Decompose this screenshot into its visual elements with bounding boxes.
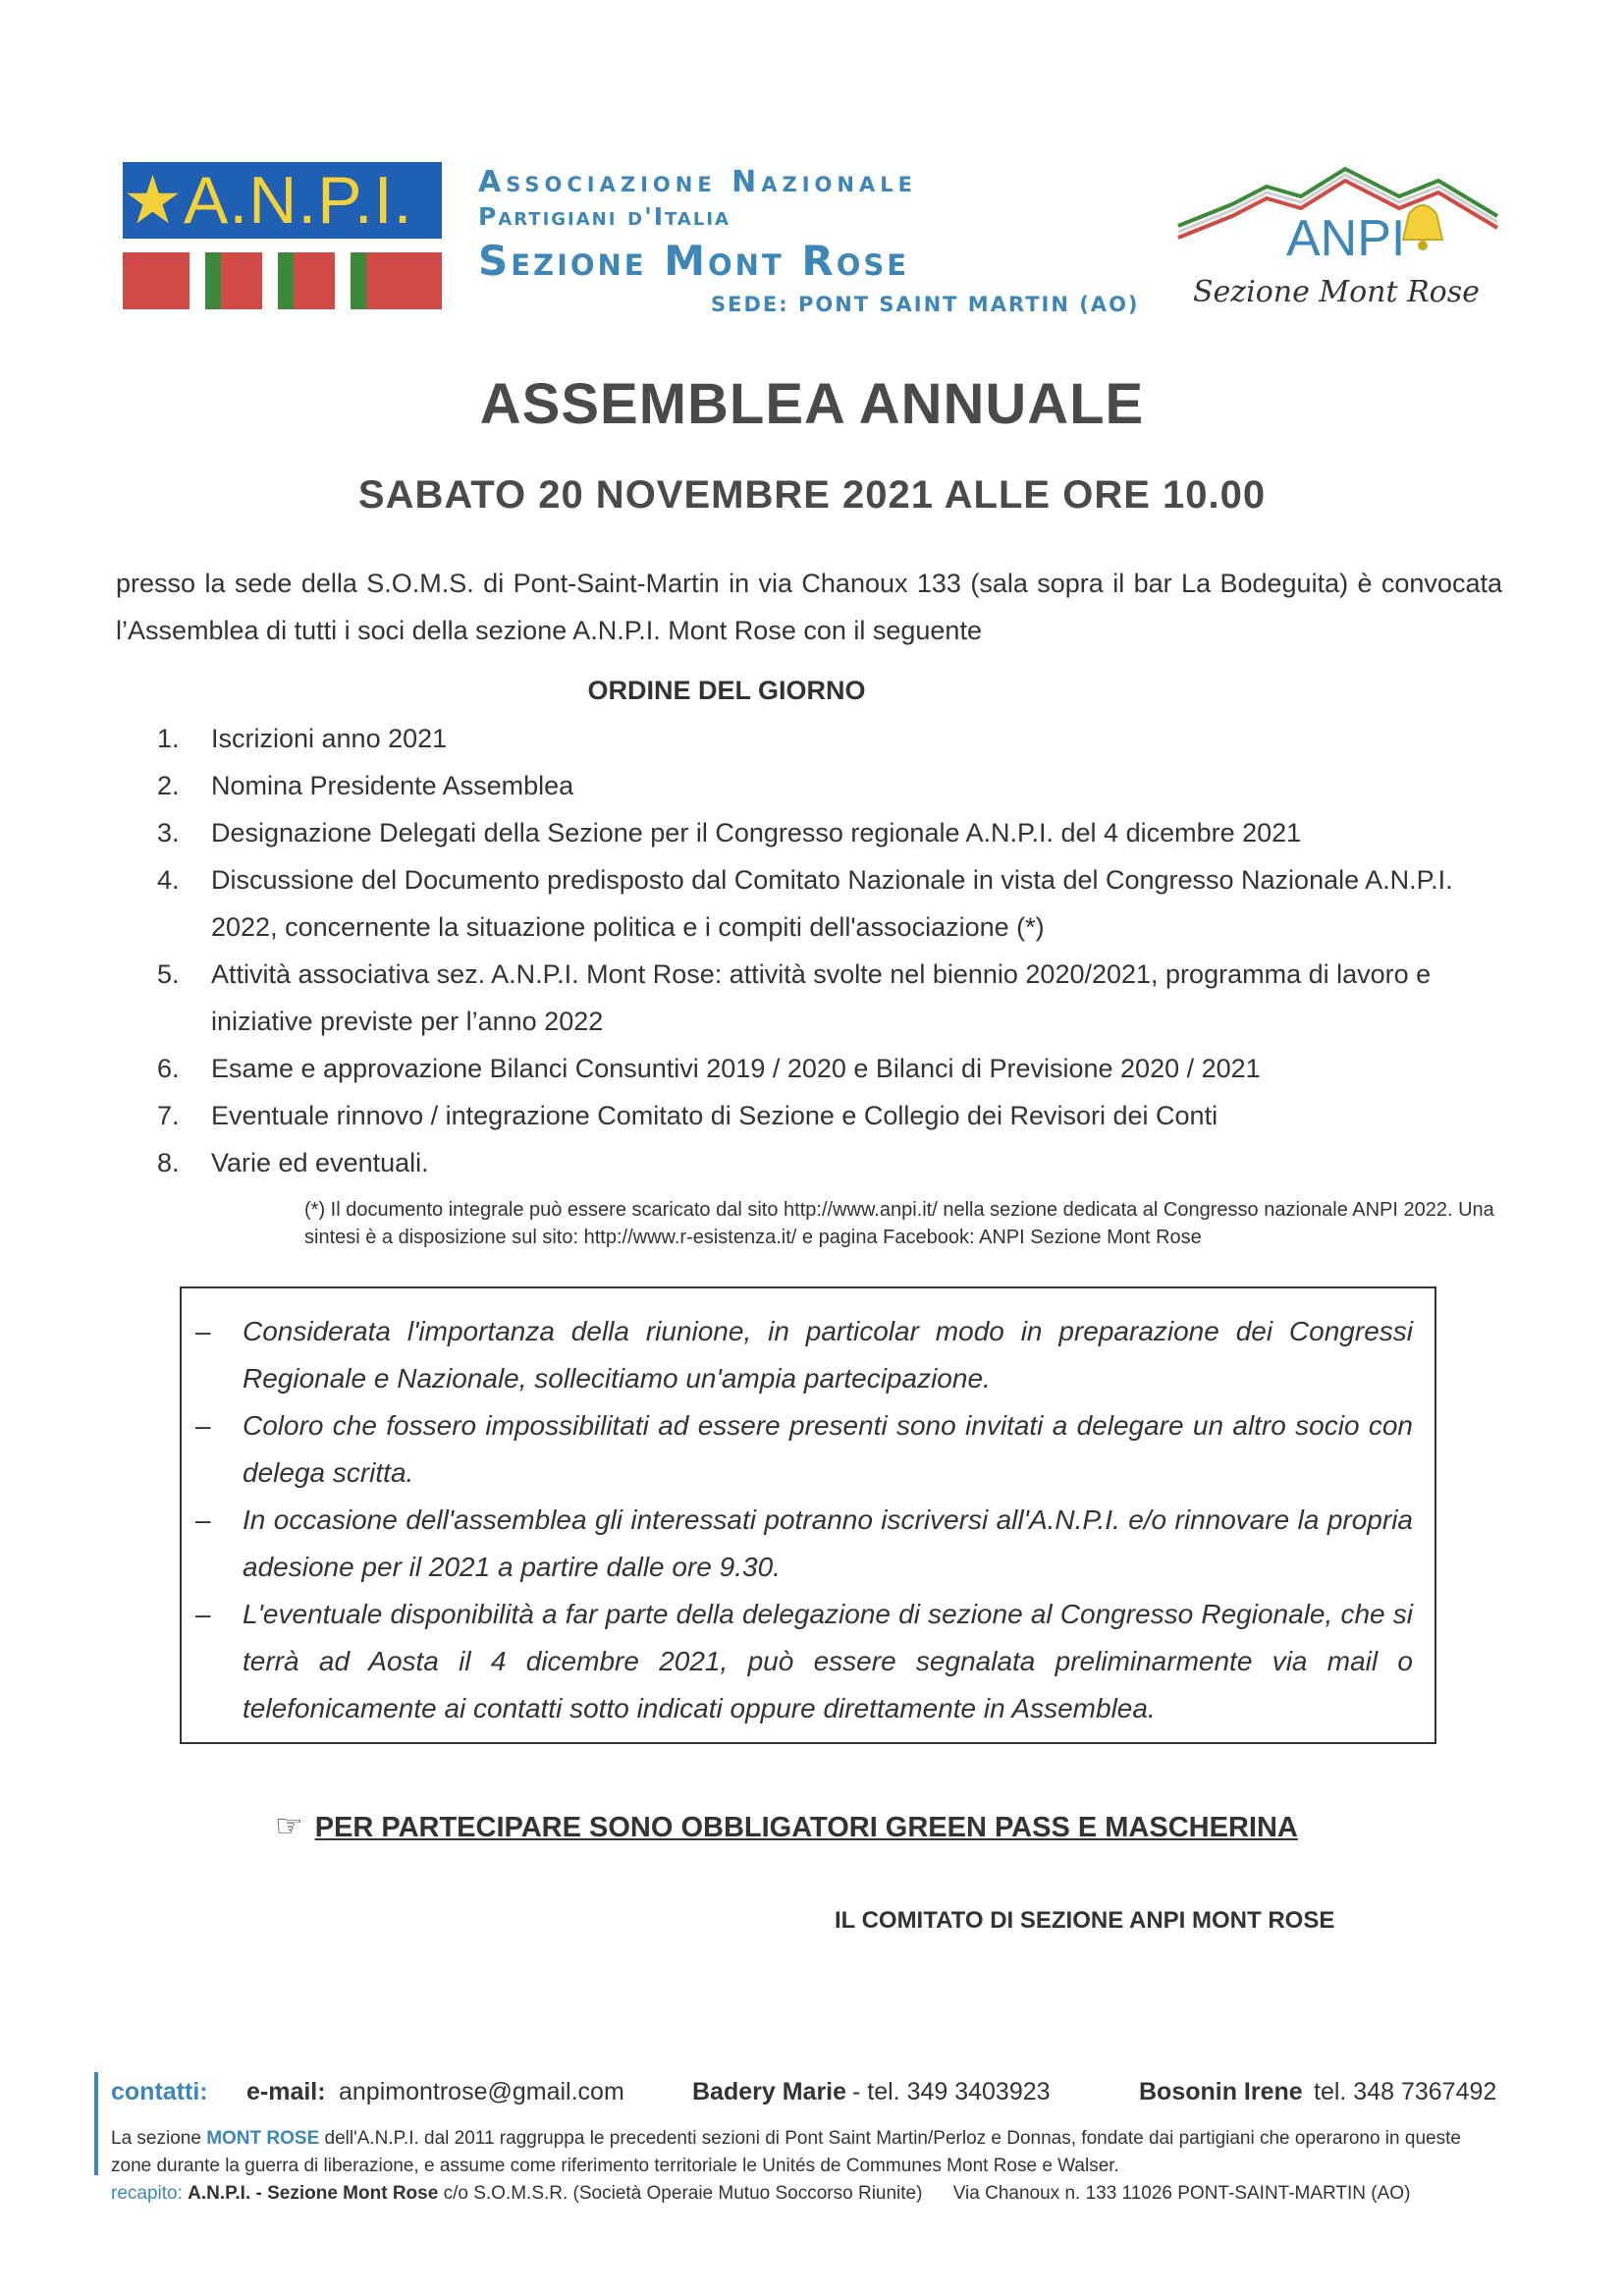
agenda-item: 7. Eventuale rinnovo / integrazione Comitato di Sezione e Collegio dei Revisori dei Conti: [157, 1101, 1218, 1130]
agenda-item: 1. Iscrizioni anno 2021: [157, 724, 448, 753]
footer-accent-rule: [94, 2072, 98, 2175]
note-item: – Coloro che fossero impossibilitati ad essere presenti sono invitati a delegare un altro socio con delega scritta.: [195, 1410, 1413, 1488]
mont-rose-logo: [1173, 157, 1507, 329]
notes-list: [182, 1308, 1429, 1732]
red-bar: [221, 252, 262, 309]
recapito-name: A.N.P.I. - Sezione Mont Rose: [188, 2183, 439, 2204]
note-item: – Considerata l'importanza della riunione, in particolar modo in preparazione dei Congressi Regionale e Nazionale, sollecitiamo un'ampia partecipazione.: [195, 1316, 1413, 1394]
contacts-row: [111, 2078, 1505, 2117]
note-item: – L'eventuale disponibilità a far parte della delegazione di sezione al Congresso Regionale, che si terrà ad Aosta il 4 dicembre 2021, può essere segnalata preliminarmente via mail o telefonicamente ai contatti sotto indicati oppure direttamente in Assemblea.: [195, 1599, 1413, 1723]
tricolor-bars: [123, 252, 442, 309]
agenda-list: [157, 715, 1502, 1186]
requirements-notice: [275, 1807, 1453, 1844]
anpi-logo-band: ★A.N.P.I.: [123, 162, 442, 239]
mountain-logo-icon: [1173, 157, 1507, 275]
contact2-phone: tel. 348 7367492: [1314, 2078, 1497, 2105]
recapito-address: Via Chanoux n. 133 11026 PONT-SAINT-MARTIN (AO): [952, 2183, 1411, 2204]
section-seat: SEDE: PONT SAINT MARTIN (AO): [711, 293, 1140, 316]
notice-text: PER PARTECIPARE SONO OBBLIGATORI GREEN PASS E MASCHERINA: [314, 1812, 1298, 1843]
contacts-label: contatti:: [111, 2078, 208, 2105]
agenda-heading: ORDINE DEL GIORNO: [587, 676, 866, 705]
contact1-name: Badery Marie: [692, 2078, 847, 2105]
green-bar: [351, 252, 366, 309]
footer-about: La sezione MONT ROSE dell'A.N.P.I. dal 2011 raggruppa le precedenti sezioni di Pont Saint Martin/Perloz e Donnas, fondate dai partigiani che operarono in queste zone durante la guerra di liberazione, e assume come riferimento territoriale le Unités de Communes Mont Rose e Walser. recapito: A.N.P.I. - Sezione Mont Rose c/o S.O.M.S.R. (Società Operaie Mutuo Soccorso Riunite) Via Chanoux n. 133 11026 PONT-SAINT-MARTIN (AO): [111, 2128, 1461, 2204]
pointing-hand-icon: ☞: [275, 1808, 303, 1843]
note-item: – In occasione dell'assemblea gli interessati potranno iscriversi all'A.N.P.I. e/o rinnovare la propria adesione per il 2021 a partire dalle ore 9.30.: [195, 1504, 1413, 1582]
organization-title: [478, 165, 1165, 320]
agenda-item: 4. Discussione del Documento predisposto dal Comitato Nazionale in vista del Congresso Nazionale A.N.P.I. 2022, concernente la situazione politica e i compiti dell'associazione (*): [157, 865, 1453, 942]
red-bar: [123, 252, 189, 309]
section-name-highlight: MONT ROSE: [206, 2128, 320, 2149]
page-title: ASSEMBLEA ANNUALE: [479, 372, 1145, 436]
red-bar: [294, 252, 335, 309]
anpi-acronym: ANPI: [1286, 210, 1406, 267]
email-link[interactable]: anpimontrose@gmail.com: [339, 2078, 624, 2105]
org-name-line1: Associazione Nazionale: [478, 165, 917, 199]
red-bar: [366, 252, 442, 309]
section-name: Sezione Mont Rose: [478, 237, 910, 285]
recapito-label: recapito:: [111, 2183, 183, 2204]
anpi-logo: [123, 162, 442, 309]
contact1-phone: - tel. 349 3403923: [852, 2078, 1051, 2105]
email-label: e-mail:: [246, 2078, 326, 2105]
event-date: SABATO 20 NOVEMBRE 2021 ALLE ORE 10.00: [357, 473, 1267, 517]
agenda-item: 3. Designazione Delegati della Sezione per il Congresso regionale A.N.P.I. del 4 dicembre 2021: [157, 818, 1302, 847]
notes-box: [180, 1286, 1436, 1744]
agenda-item: 2. Nomina Presidente Assemblea: [157, 771, 574, 800]
agenda-item: 6. Esame e approvazione Bilanci Consuntivi 2019 / 2020 e Bilanci di Previsione 2020 / 2021: [157, 1054, 1261, 1083]
recapito-text: c/o S.O.M.S.R. (Società Operaie Mutuo Soccorso Riunite): [443, 2183, 923, 2204]
org-name-line2: Partigiani d'Italia: [478, 202, 731, 231]
contact2-name: Bosonin Irene: [1139, 2078, 1303, 2105]
agenda-item: 8. Varie ed eventuali.: [157, 1148, 429, 1177]
signature: IL COMITATO DI SEZIONE ANPI MONT ROSE: [835, 1907, 1335, 1934]
agenda-item: 5. Attività associativa sez. A.N.P.I. Mont Rose: attività svolte nel biennio 2020/2021, programma di lavoro e iniziative previste per l’anno 2022: [157, 959, 1432, 1036]
logo-script-text: Sezione Mont Rose: [1193, 275, 1480, 309]
green-bar: [205, 252, 221, 309]
intro-paragraph: presso la sede della S.O.M.S. di Pont-Saint-Martin in via Chanoux 133 (sala sopra il bar La Bodeguita) è convocata l’Assemblea di tutti i soci della sezione A.N.P.I. Mont Rose con il seguente: [116, 569, 1502, 645]
green-bar: [278, 252, 294, 309]
agenda-footnote: (*) Il documento integrale può essere scaricato dal sito http://www.anpi.it/ nella sezione dedicata al Congresso nazionale ANPI 2022. Una sintesi è a disposizione sul sito: http://www.r-esistenza.it/ e pagina Facebook: ANPI Sezione Mont Rose: [304, 1199, 1494, 1248]
